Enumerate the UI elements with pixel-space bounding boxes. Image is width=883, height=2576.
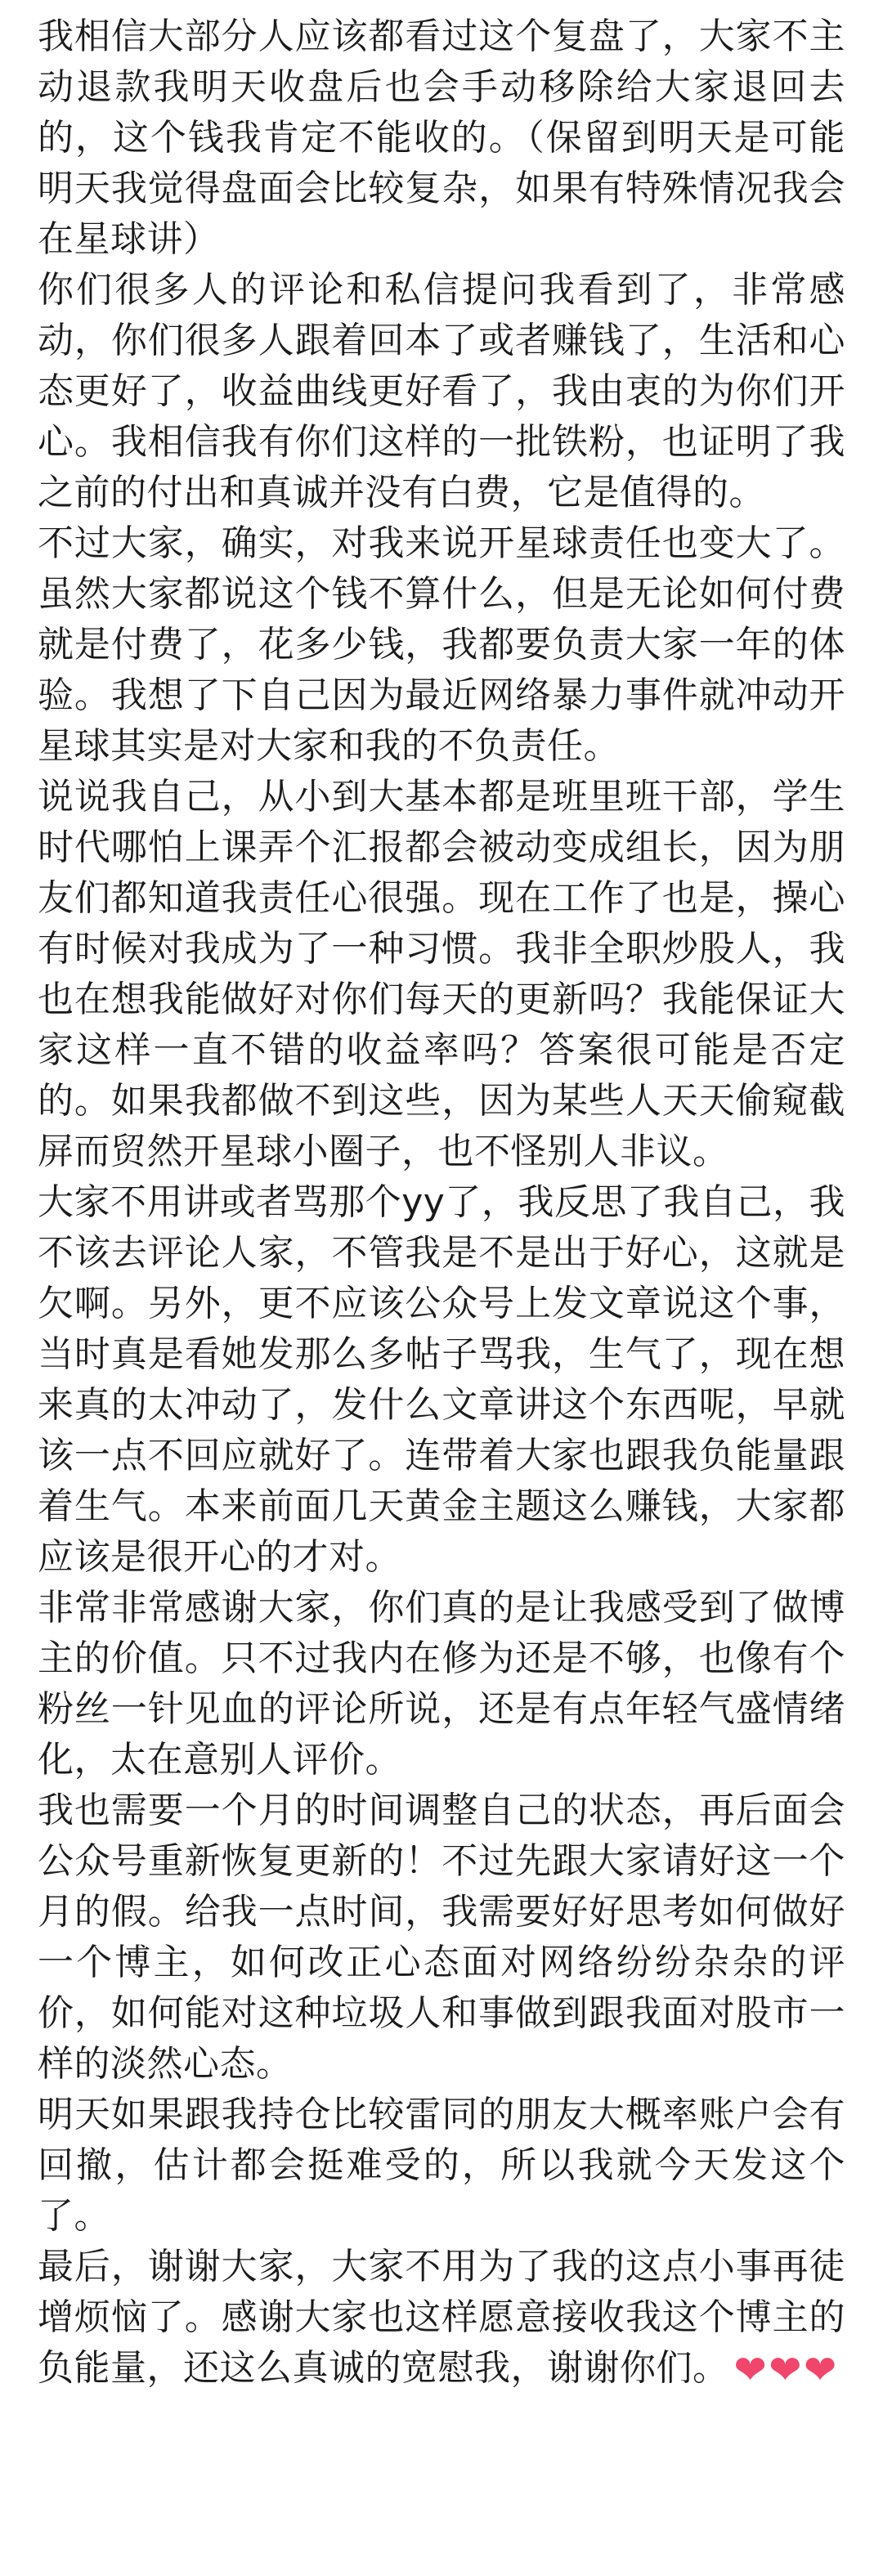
heart-icon: ❤ bbox=[733, 2347, 768, 2393]
paragraph-8: 明天如果跟我持仓比较雷同的朋友大概率账户会有回撤，估计都会挺难受的，所以我就今天发这个了。 bbox=[38, 2094, 845, 2237]
paragraph-2: 你们很多人的评论和私信提问我看到了，非常感动，你们很多人跟着回本了或者赚钱了，生活和心态更好了，收益曲线更好看了，我由衷的为你们开心。我相信我有你们这样的一批铁粉，也证明了我之前的付出和真诚并没有白费，它是值得的。 bbox=[38, 269, 845, 513]
hearts-emoji-group bbox=[734, 2346, 839, 2397]
heart-icon: ❤ bbox=[803, 2347, 837, 2393]
paragraph-4: 说说我自己，从小到大基本都是班里班干部，学生时代哪怕上课弄个汇报都会被动变成组长，因为朋友们都知道我责任心很强。现在工作了也是，操心有时候对我成为了一种习惯。我非全职炒股人，我也在想我能做好对你们每天的更新吗？我能保证大家这样一直不错的收益率吗？答案很可能是否定的。如果我都做不到这些，因为某些人天天偷窥截屏而贸然开星球小圈子，也不怪别人非议。 bbox=[38, 776, 845, 1172]
heart-icon: ❤ bbox=[769, 2347, 802, 2393]
closing-text: 最后，谢谢大家，大家不用为了我的这点小事再徒增烦恼了。感谢大家也这样愿意接收我这个博主的负能量，还这么真诚的宽慰我，谢谢你们。 bbox=[38, 2246, 845, 2389]
paragraph-3: 不过大家，确实，对我来说开星球责任也变大了。虽然大家都说这个钱不算什么，但是无论如何付费就是付费了，花多少钱，我都要负责大家一年的体验。我想了下自己因为最近网络暴力事件就冲动开星球其实是对大家和我的不负责任。 bbox=[38, 522, 845, 767]
paragraph-6: 非常非常感谢大家，你们真的是让我感受到了做博主的价值。只不过我内在修为还是不够，也像有个粉丝一针见血的评论所说，还是有点年轻气盛情绪化，太在意别人评价。 bbox=[38, 1587, 845, 1781]
paragraph-7: 我也需要一个月的时间调整自己的状态，再后面会公众号重新恢复更新的！不过先跟大家请好这一个月的假。给我一点时间，我需要好好思考如何做好一个博主，如何改正心态面对网络纷纷杂杂的评价，如何能对这种垃圾人和事做到跟我面对股市一样的淡然心态。 bbox=[38, 1790, 845, 2085]
paragraph-5: 大家不用讲或者骂那个yy了，我反思了我自己，我不该去评论人家，不管我是不是出于好心，这就是欠啊。另外，更不应该公众号上发文章说这个事，当时真是看她发那么多帖子骂我，生气了，现在想来真的太冲动了，发什么文章讲这个东西呢，早就该一点不回应就好了。连带着大家也跟我负能量跟着生气。本来前面几天黄金主题这么赚钱，大家都应该是很开心的才对。 bbox=[38, 1181, 845, 1578]
paragraph-1: 我相信大部分人应该都看过这个复盘了，大家不主动退款我明天收盘后也会手动移除给大家退回去的，这个钱我肯定不能收的。（保留到明天是可能明天我觉得盘面会比较复杂，如果有特殊情况我会在星球讲） bbox=[38, 16, 845, 260]
paragraph-9 bbox=[38, 2242, 845, 2397]
